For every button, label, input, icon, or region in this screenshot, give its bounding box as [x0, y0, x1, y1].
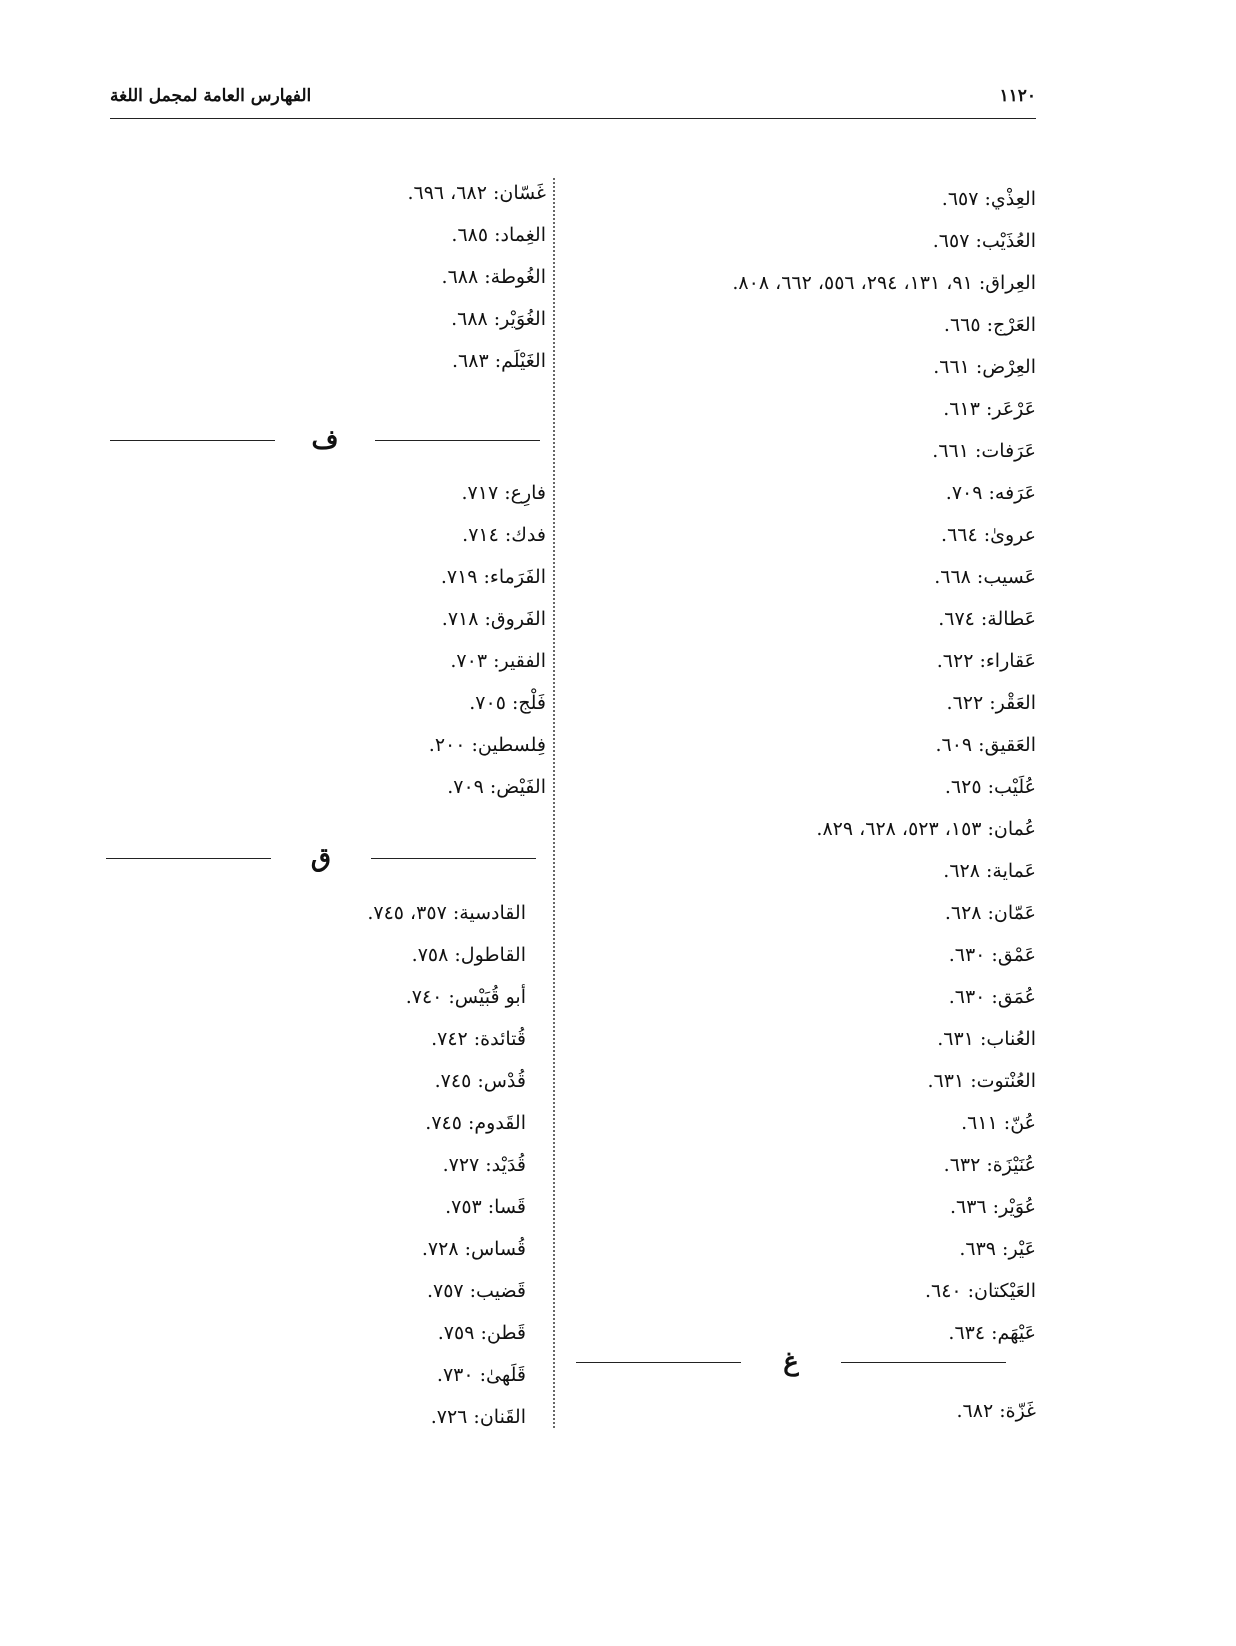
index-entry: القاطول: ٧٥٨. [411, 944, 526, 966]
fa-section [116, 472, 546, 808]
index-entry: الفقير: ٧٠٣. [450, 650, 546, 672]
index-entry: القَدوم: ٧٤٥. [425, 1112, 526, 1134]
index-entry: العَقيق: ٦٠٩. [935, 734, 1036, 756]
index-entry: عُوَيْر: ٦٣٦. [949, 1196, 1036, 1218]
section-divider-ghain [576, 1342, 1006, 1382]
index-entry: عَماية: ٦٢٨. [943, 860, 1036, 882]
index-entry: العُنْتوت: ٦٣١. [927, 1070, 1036, 1092]
ghain-section-continued [116, 172, 546, 382]
index-entry: فارِع: ٧١٧. [461, 482, 546, 504]
section-divider-qaf [106, 838, 536, 878]
index-entry: عُلَيْب: ٦٢٥. [944, 776, 1036, 798]
divider-rule [841, 1362, 1006, 1363]
index-entry: قُدَيْد: ٧٢٧. [442, 1154, 526, 1176]
ghain-section-start [606, 1390, 1036, 1432]
qaf-section [96, 892, 526, 1438]
page-number: ١١٢٠ [999, 86, 1036, 106]
index-entry: قَسا: ٧٥٣. [445, 1196, 526, 1218]
index-entry: قُتائدة: ٧٤٢. [431, 1028, 526, 1050]
index-entry: عُمان: ١٥٣، ٥٢٣، ٦٢٨، ٨٢٩. [816, 818, 1036, 840]
index-entry: العِراق: ٩١، ١٣١، ٢٩٤، ٥٥٦، ٦٦٢، ٨٠٨. [732, 272, 1036, 294]
index-entry: الفَرَماء: ٧١٩. [440, 566, 546, 588]
index-entry: فِلسطين: ٢٠٠. [428, 734, 546, 756]
index-entry: قَطن: ٧٥٩. [437, 1322, 526, 1344]
index-entry: العُذَيْب: ٦٥٧. [932, 230, 1036, 252]
index-entry: قَلَهىٰ: ٧٣٠. [436, 1364, 526, 1386]
index-entry: عَيْر: ٦٣٩. [959, 1238, 1036, 1260]
column-separator [553, 178, 555, 1428]
left-column [116, 172, 546, 382]
section-divider-fa [110, 420, 540, 460]
ain-section [606, 178, 1036, 1354]
index-entry: عُنَيْزَة: ٦٣٢. [943, 1154, 1036, 1176]
index-entry: الفَروق: ٧١٨. [441, 608, 546, 630]
index-entry: العَرْج: ٦٦٥. [943, 314, 1036, 336]
divider-rule [371, 858, 536, 859]
index-entry: الغِماد: ٦٨٥. [451, 224, 546, 246]
index-entry: عَمّان: ٦٢٨. [944, 902, 1036, 924]
index-entry: عُمَق: ٦٣٠. [948, 986, 1036, 1008]
index-entry: عَسيب: ٦٦٨. [934, 566, 1036, 588]
index-entry: قُدْس: ٧٤٥. [434, 1070, 526, 1092]
index-entry: العُناب: ٦٣١. [937, 1028, 1036, 1050]
index-entry: عَمْق: ٦٣٠. [948, 944, 1036, 966]
section-letter: ق [310, 843, 332, 873]
index-entry: عَرَفات: ٦٦١. [932, 440, 1036, 462]
index-entry: عُنّ: ٦١١. [961, 1112, 1036, 1134]
index-entry: عَيْهَم: ٦٣٤. [948, 1322, 1036, 1344]
index-entry: عَقاراء: ٦٢٢. [936, 650, 1036, 672]
index-entry: عروىٰ: ٦٦٤. [941, 524, 1036, 546]
index-entry: عَطالة: ٦٧٤. [938, 608, 1036, 630]
index-entry: قَضيب: ٧٥٧. [426, 1280, 526, 1302]
index-entry: الغَيْلَم: ٦٨٣. [451, 350, 546, 372]
index-entry: عَرْعَر: ٦١٣. [943, 398, 1036, 420]
index-entry: الغُوَيْر: ٦٨٨. [451, 308, 546, 330]
index-entry: العِرْض: ٦٦١. [933, 356, 1036, 378]
index-entry: القادسية: ٣٥٧، ٧٤٥. [367, 902, 526, 924]
index-entry: القَنان: ٧٢٦. [430, 1406, 526, 1428]
index-entry: أبو قُبَيْس: ٧٤٠. [405, 986, 526, 1008]
section-letter: غ [783, 1347, 799, 1377]
index-entry: العِذْي: ٦٥٧. [941, 188, 1036, 210]
divider-rule [375, 440, 540, 441]
section-letter: ف [311, 425, 339, 455]
running-title: الفهارس العامة لمجمل اللغة [110, 86, 312, 106]
index-entry: قُساس: ٧٢٨. [421, 1238, 526, 1260]
index-entry: غَسّان: ٦٨٢، ٦٩٦. [407, 182, 546, 204]
index-entry: فدك: ٧١٤. [462, 524, 546, 546]
index-entry: العَيْكتان: ٦٤٠. [924, 1280, 1036, 1302]
index-entry: فَلْج: ٧٠٥. [469, 692, 546, 714]
index-entry: عَرَفه: ٧٠٩. [945, 482, 1036, 504]
right-column [606, 178, 1036, 1354]
index-entry: العَقْر: ٦٢٢. [946, 692, 1036, 714]
index-entry: غَزّة: ٦٨٢. [956, 1400, 1036, 1422]
index-entry: الغُوطة: ٦٨٨. [441, 266, 546, 288]
page-header [110, 86, 1036, 119]
index-entry: الفَيْض: ٧٠٩. [447, 776, 546, 798]
